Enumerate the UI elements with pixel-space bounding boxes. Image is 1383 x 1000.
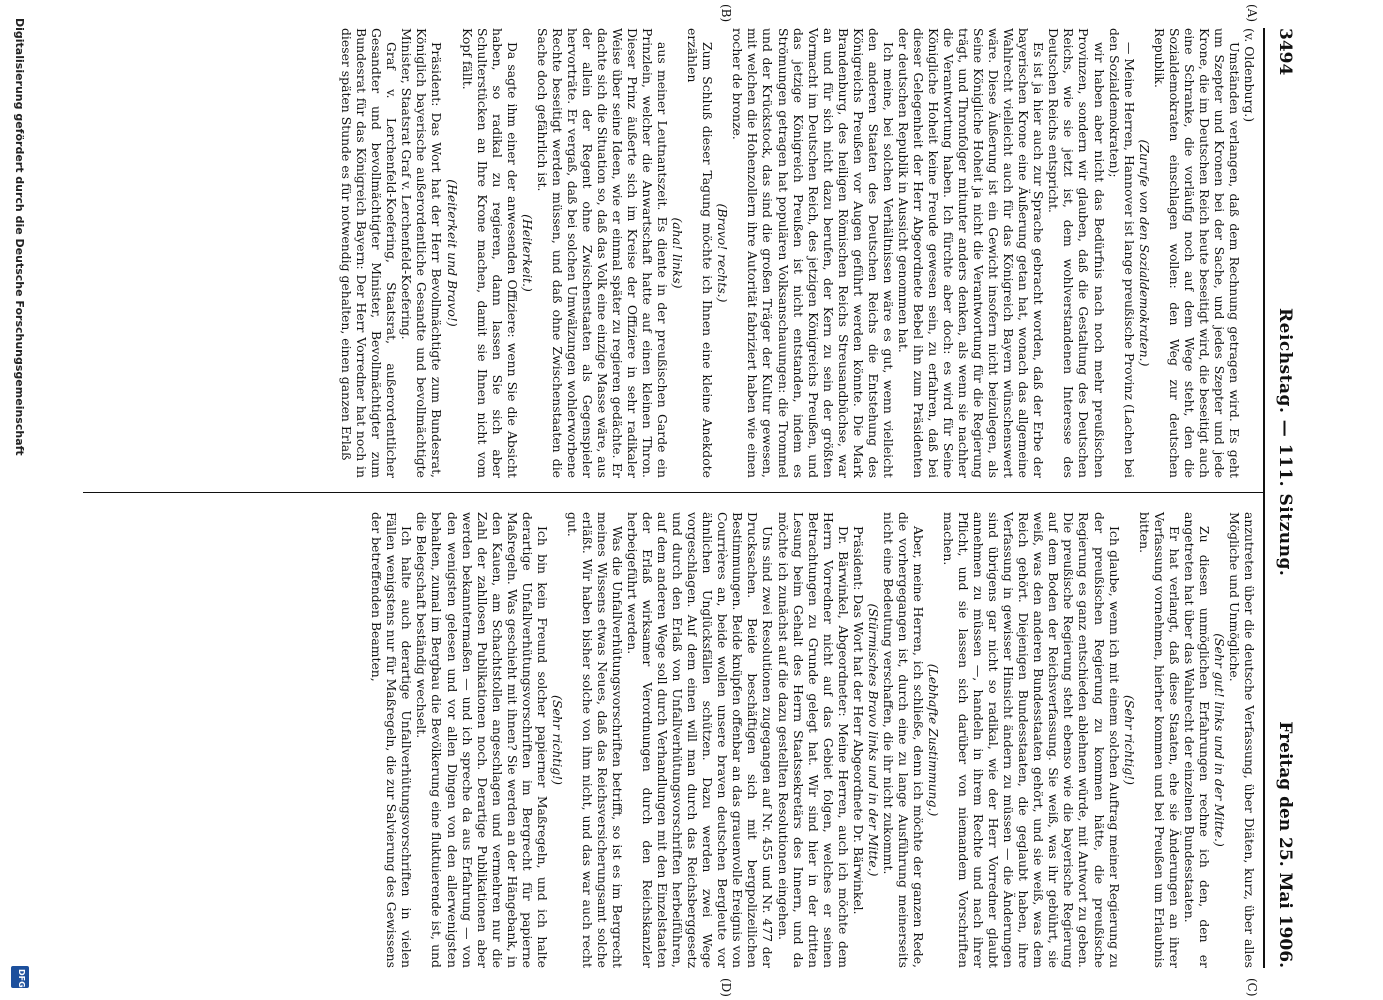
header-rule (1263, 28, 1265, 968)
right-paragraph: (Sehr richtig!) (549, 695, 565, 785)
left-paragraph: Graf v. Lerchenfeld-Koefering, Staatsrat, außerordentlicher Gesandter und bevollmächtigter Minister, Bevollmächtigter zum Bundesrat für das Königreich Bayern: Der Herr Vorredner hat noch in dieser späten Stunde es für notwendig gehalten, einen ganzen Erlaß (339, 28, 400, 478)
right-paragraph: Er hat verlangt, daß diese Staaten, ehe sie Änderungen an ihrer Verfassung vornehmen, hierher kommen und bei Preußen um Erlaubnis bitten. (1136, 512, 1182, 968)
left-paragraph: wir haben aber nicht das Bedürfnis nach noch mehr preußischen Provinzen, sondern wir glauben, daß die Gestaltung des Deutschen Reichs, wie sie jetzt ist, dem wohlverstandenen Interesse des Deutschen Reichs entspricht. (1046, 28, 1107, 478)
right-paragraph: (Lebhafte Zustimmung.) (926, 663, 942, 817)
right-paragraph: Aber, meine Herren, ich schließe, denn ich möchte der ganzen Rede, die vorhergegangen ist, durch eine zu lange Ausführung meinerseits nicht eine Bedeutung verschaffen, die ihr nicht zukommt. (880, 512, 926, 968)
left-paragraph: Umständen verlangen, daß dem Rechnung getragen wird. Es geht um Szepter und Kronen bei der Sache, und jedes Szepter und jede Krone, die im Deutschen Reich heute beseitigt wird, die beseitigt auch eine Schranke, die vorläufig noch auf dem Wege steht, den die Sozialdemokraten einschlagen wollen: den Weg zur deutschen Republik. (1151, 28, 1242, 478)
right-paragraph: Uns sind zwei Resolutionen zugegangen auf Nr. 455 und Nr. 477 der Drucksachen. Beide beschäftigen sich mit bergpolizeilichen Bestimmungen. Beide knüpfen offenbar an das grauenvolle Ereignis von Courrières an, beide wollen unsere braven deutschen Bergleute vor ähnlichen Unglücksfällen schützen. Dazu werden zwei Wege vorgeschlagen. Auf dem einen will man durch das Reichsberggesetz und durch den Erlaß von Unfallverhütungsvorschriften herbeiführen, auf dem anderen Wege soll durch Verhandlungen mit den Einzelstaaten der Erlaß wirksamer Verordnungen durch den Reichskanzler herbeigeführt werden. (625, 512, 776, 968)
right-paragraph: Was die Unfallverhütungsvorschriften betrifft, so ist es im Bergrecht meines Wissens etwas Neues, daß das Reichsversicherungsamt solche erläßt. Wir haben bisher solche von ihm nicht, und das war auch recht gut. (564, 512, 626, 968)
column-divider (83, 492, 1263, 493)
margin-mark-d: (D) (719, 978, 733, 997)
left-paragraph: (Zurufe von den Sozialdemokraten.) (1136, 139, 1152, 367)
running-header (1267, 28, 1297, 968)
left-column (339, 28, 1257, 478)
right-paragraph: (Sehr gut! links und in der Mitte.) (1211, 633, 1227, 847)
left-paragraph: aus meiner Leutnantszeit. Es diente in der preußischen Garde ein Prinzlein, welcher die Anwartschaft hatte auf einen kleinen Thron. Dieser Prinz äußerte sich im Kreise der Offiziere in sehr radikaler Weise über seine Ideen, wie er einmal später zu regieren gedächte. Er dachte sich die Situation so, daß das Volk eine einzige Masse wäre, aus der allein der Regent ohne Zwischenstaaten als Gegenspieler hervorträte. Er vergaß, daß bei solchen Umwälzungen wohlerworbene Rechte beseitigt werden müssen, und daß ohne Zwischenstaaten die Sache doch gefährlich ist. (534, 28, 671, 478)
right-paragraph: Ich halte auch derartige Unfallverhütungsvorschriften in vielen Fällen wenigstens nur für Maßregeln, die zur Salvierung des Gewissens der betreffenden Beamten, (369, 512, 415, 968)
margin-mark-a: (A) (1245, 4, 1259, 23)
right-paragraph: (Sehr richtig!) (1121, 695, 1137, 785)
page-number: 3494 (1275, 28, 1295, 76)
right-paragraph: Zu diesen unmöglichen Erfahrungen rechne ich den, den er angetreten hat über das Wahlrecht der einzelnen Bundesstaaten. (1181, 512, 1212, 968)
left-paragraph: (Heiterkeit.) (519, 214, 535, 292)
dfg-logo-text: DFG (17, 969, 26, 988)
margin-mark-b: (B) (719, 4, 733, 23)
left-paragraph: Präsident: Das Wort hat der Herr Bevollmächtigte zum Bundesrat, Königlich bayerische außerordentliche Gesandte und bevollmächtigte Minister, Staatsrat Graf v. Lerchenfeld-Koefering. (399, 28, 445, 478)
left-paragraph: — Meine Herren, Hannover ist lange preußische Provinz (Lachen bei den Sozialdemokraten); (1106, 28, 1137, 478)
right-paragraph: Dr. Bärwinkel, Abgeordneter: Meine Herren, auch ich möchte dem Herrn Vorredner nicht auf das Gebiet folgen, welches er seinen Betrachtungen zu Grunde gelegt hat. Wir sind hier in der dritten Lesung beim Gehalt des Herrn Staatssekretärs des Innern, und da möchte ich zunächst auf die dazu gestellten Resolutionen eingehen. (775, 512, 851, 968)
right-paragraph: Ich bin kein Freund solcher papierner Maßregeln, und ich halte derartige Unfallverhütungsvorschriften im Bergrecht für papierne Maßregeln. Was geschieht mit ihnen? Sie werden an der Hängebank, in den Kauen, am Schachtstollen angeschlagen und vermehren nur die Zahl der zahllosen Publikationen noch. Derartige Publikationen aber werden bekanntermaßen — und ich spreche da aus Erfahrung — von den wenigsten gelesen und vor allen Dingen von den allerwenigsten behalten, zumal im Bergbau die Bevölkerung eine fluktuierende ist, und die Belegschaft beständig wechselt. (414, 512, 550, 968)
right-paragraph: anzutreten über die deutsche Verfassung, über Diäten, kurz, über alles Mögliche und Unmögliche. (1226, 512, 1257, 968)
session-date: Freitag den 25. Mai 1906. (1275, 721, 1295, 968)
right-column (369, 512, 1257, 968)
right-paragraph: (Stürmisches Bravo links und in der Mitte.) (865, 603, 881, 877)
margin-mark-c: (C) (1245, 978, 1259, 997)
left-paragraph: Es ist ja hier auch zur Sprache gebracht worden, daß der Erbe der bayerischen Krone eine Äußerung getan hat, wonach das allgemeine Wahlrecht vielleicht auch für das Königreich Bayern wünschenswert wäre. Diese Äußerung ist ein Gewicht insofern nicht beizulegen, als Seine Königliche Hoheit ja nicht die Verantwortung für die Regierung trägt, und Thronfolger mitunter anders denken, als wenn sie nachher die Verantwortung haben. Ich fürchte aber doch: es wird für Seine Königliche Hoheit keine Freude gewesen sein, zu erfahren, daß bei dieser Gelegenheit der Herr Abgeordnete Bebel ihn zum Präsidenten der deutschen Republik in Aussicht genommen hat. (895, 28, 1047, 478)
digitization-footer (0, 0, 36, 1000)
right-paragraph: Präsident: Das Wort hat der Herr Abgeordnete Dr. Bärwinkel. (850, 526, 866, 915)
right-paragraph: Ich glaube, wenn ich mit einem solchen Auftrag meiner Regierung zu der preußischen Regierung zu kommen hätte, die preußische Regierung es ganz entschieden ablehnen würde, mit Antwort zu geben. Die preußische Regierung steht ebenso wie die bayerische Regierung auf dem Boden der Reichsverfassung. Sie weiß, was ihr gebührt, sie weiß, was den anderen Bundesstaaten gehört, und sie weiß, was dem Reich gehört. Diejenigen Bundesstaaten, die geglaubt haben, ihre Verfassung in gewisser Hinsicht ändern zu müssen — die Änderungen sind übrigens gar nicht so radikal, wie der Herr Vorredner glaubt annehmen zu müssen —, handeln in ihrem Rechte und nach ihrer Pflicht, und sie lassen sich darüber von niemandem Vorschriften machen. (941, 512, 1122, 968)
left-paragraph: Ich meine, bei solchen Verhältnissen wäre es gut, wenn vielleicht den anderen Staaten des Deutschen Reichs die Entstehung des Königreichs Preußen vor Augen geführt werden könnte. Die Mark Brandenburg, des heiligen Römischen Reichs Streusandbüchse, war an und für sich nicht dazu berufen, der Kern zu sein der größten Vormacht im Deutschen Reich, des jetzigen Königreichs Preußen, und das jetzige Königreich Preußen ist nicht entstanden, indem es Strömungen getragen hat populären Volksanschauungen: die Trommel und der Krückstock, das sind die großen Träger der Kultur gewesen, mit welchen die Hohenzollern ihre Autorität fabriziert haben wie einen rocher de bronze. (730, 28, 896, 478)
left-paragraph: (Bravo! rechts.) (715, 203, 731, 303)
left-paragraph: Da sagte ihm einer der anwesenden Offiziere: wenn Sie die Absicht haben, so radikal zu regieren, dann lassen Sie sich aber Schulterstücken an Ihre Krone machen, damit sie Ihnen nicht vom Kopf fällt. (459, 28, 520, 478)
session-title: Reichstag. — 111. Sitzung. (1275, 308, 1295, 577)
dfg-logo (11, 966, 29, 988)
left-paragraph: (v. Oldenburg.) (1242, 28, 1257, 123)
left-paragraph: (aha! links) (670, 217, 686, 289)
left-paragraph: (Heiterkeit und Bravo!) (444, 179, 460, 327)
footer-credit: Digitalisierung gefördert durch die Deutsche Forschungsgemeinschaft (13, 18, 26, 456)
left-paragraph: Zum Schluß dieser Tagung möchte ich Ihnen eine kleine Anekdote erzählen (685, 28, 716, 478)
